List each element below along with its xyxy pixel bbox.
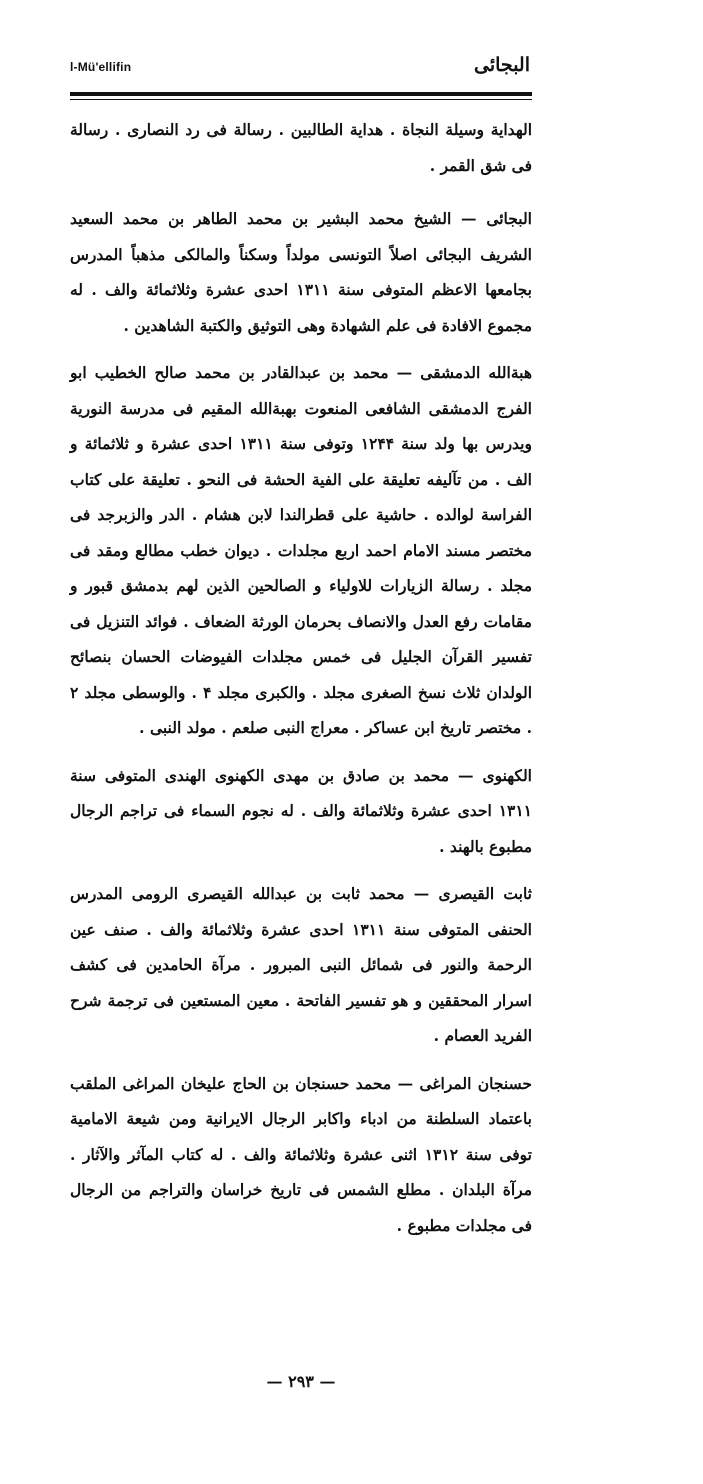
book-page: [70, 52, 532, 1432]
entry-hasanjan-maraghi: حسنجان المراغی — محمد حسنجان بن الحاج علیخان المراغی الملقب باعتماد السلطنة من ادباء واکابر الرجال الایرانیة ومن شیعة الامامیة توفی سنة ۱۳۱۲ اثنی عشرة وثلاثمائة والف . له کتاب المآثر والآثار . مرآة البلدان . مطلع الشمس فی تاریخ خراسان والتراجم من الرجال فی مجلدات مطبوع .: [70, 1073, 532, 1235]
entry-bijai: البجائی — الشیخ محمد البشیر بن محمد الطاهر بن محمد السعید الشریف البجائی اصلاً التونسی مولداً وسکناً والمالکی مذهباً المدرس بجامعها الاعظم المتوفی سنة ۱۳۱۱ احدی عشرة وثلاثمائة والف . له مجموع الافادة فی علم الشهادة وهی التوثیق والکتبة الشاهدین .: [70, 209, 532, 335]
header-rule-thin: [70, 99, 532, 100]
header-rule-thick: [70, 92, 532, 96]
page-number: — ۲۹۳ —: [266, 1372, 336, 1391]
header-right-title: البجائی: [474, 54, 530, 76]
entry-thabit-qaysari: ثابت القیصری — محمد ثابت بن عبدالله القیصری الرومی المدرس الحنفی المتوفی سنة ۱۳۱۱ احدی عشرة وثلاثمائة والف . صنف عین الرحمة والنور فی شمائل النبی المبرور . مرآة الحامدین فی کشف اسرار المحققین و هو تفسیر الفاتحة . معین المستعین فی ترجمة شرح الفرید العصام .: [70, 884, 532, 1045]
running-header: [70, 52, 532, 84]
header-left-title: l-Mü'ellifin: [70, 60, 132, 74]
paragraph-continuation: الهدایة وسیلة النجاة . هدایة الطالبین . رسالة فی رد النصاری . رسالة فی شق القمر .: [70, 120, 532, 175]
entry-lakhnawi: الکهنوی — محمد بن صادق بن مهدی الکهنوی الهندی المتوفی سنة ۱۳۱۱ احدی عشرة وثلاثمائة والف . له نجوم السماء فی تراجم الرجال مطبوع بالهند .: [70, 765, 532, 856]
entry-hibatullah-dimashqi: هبةالله الدمشقی — محمد بن عبدالقادر بن محمد صالح الخطیب ابو الفرج الدمشقی الشافعی المنعوت بهبةالله المقیم فی مدرسة النوریة ویدرس بها ولد سنة ۱۲۴۴ وتوفی سنة ۱۳۱۱ احدی عشرة و ثلاثمائة و الف . من تآلیفه تعلیقة علی الفیة الحشة فی النحو . تعلیقة علی کتاب الفراسة لوالده . حاشیة علی قطرالندا لابن هشام . الدر والزبرجد فی مختصر مسند الامام احمد اربع مجلدات . دیوان خطب مطالع ومقد فی مجلد . رسالة الزیارات للاولیاء و الصالحین الذین لهم بدمشق قبور و مقامات رفع العدل والانصاف بحرمان الورثة الضعاف . فوائد التنزیل فی تفسیر القرآن الجلیل فی خمس مجلدات الفیوضات الحسان بنصائح الولدان ثلاث نسخ الصغری مجلد . والکبری مجلد ۴ . والوسطی مجلد ۲ . مختصر تاریخ ابن عساکر . معراج النبی صلعم . مولد النبی .: [70, 363, 533, 737]
page-body: [70, 112, 532, 1255]
